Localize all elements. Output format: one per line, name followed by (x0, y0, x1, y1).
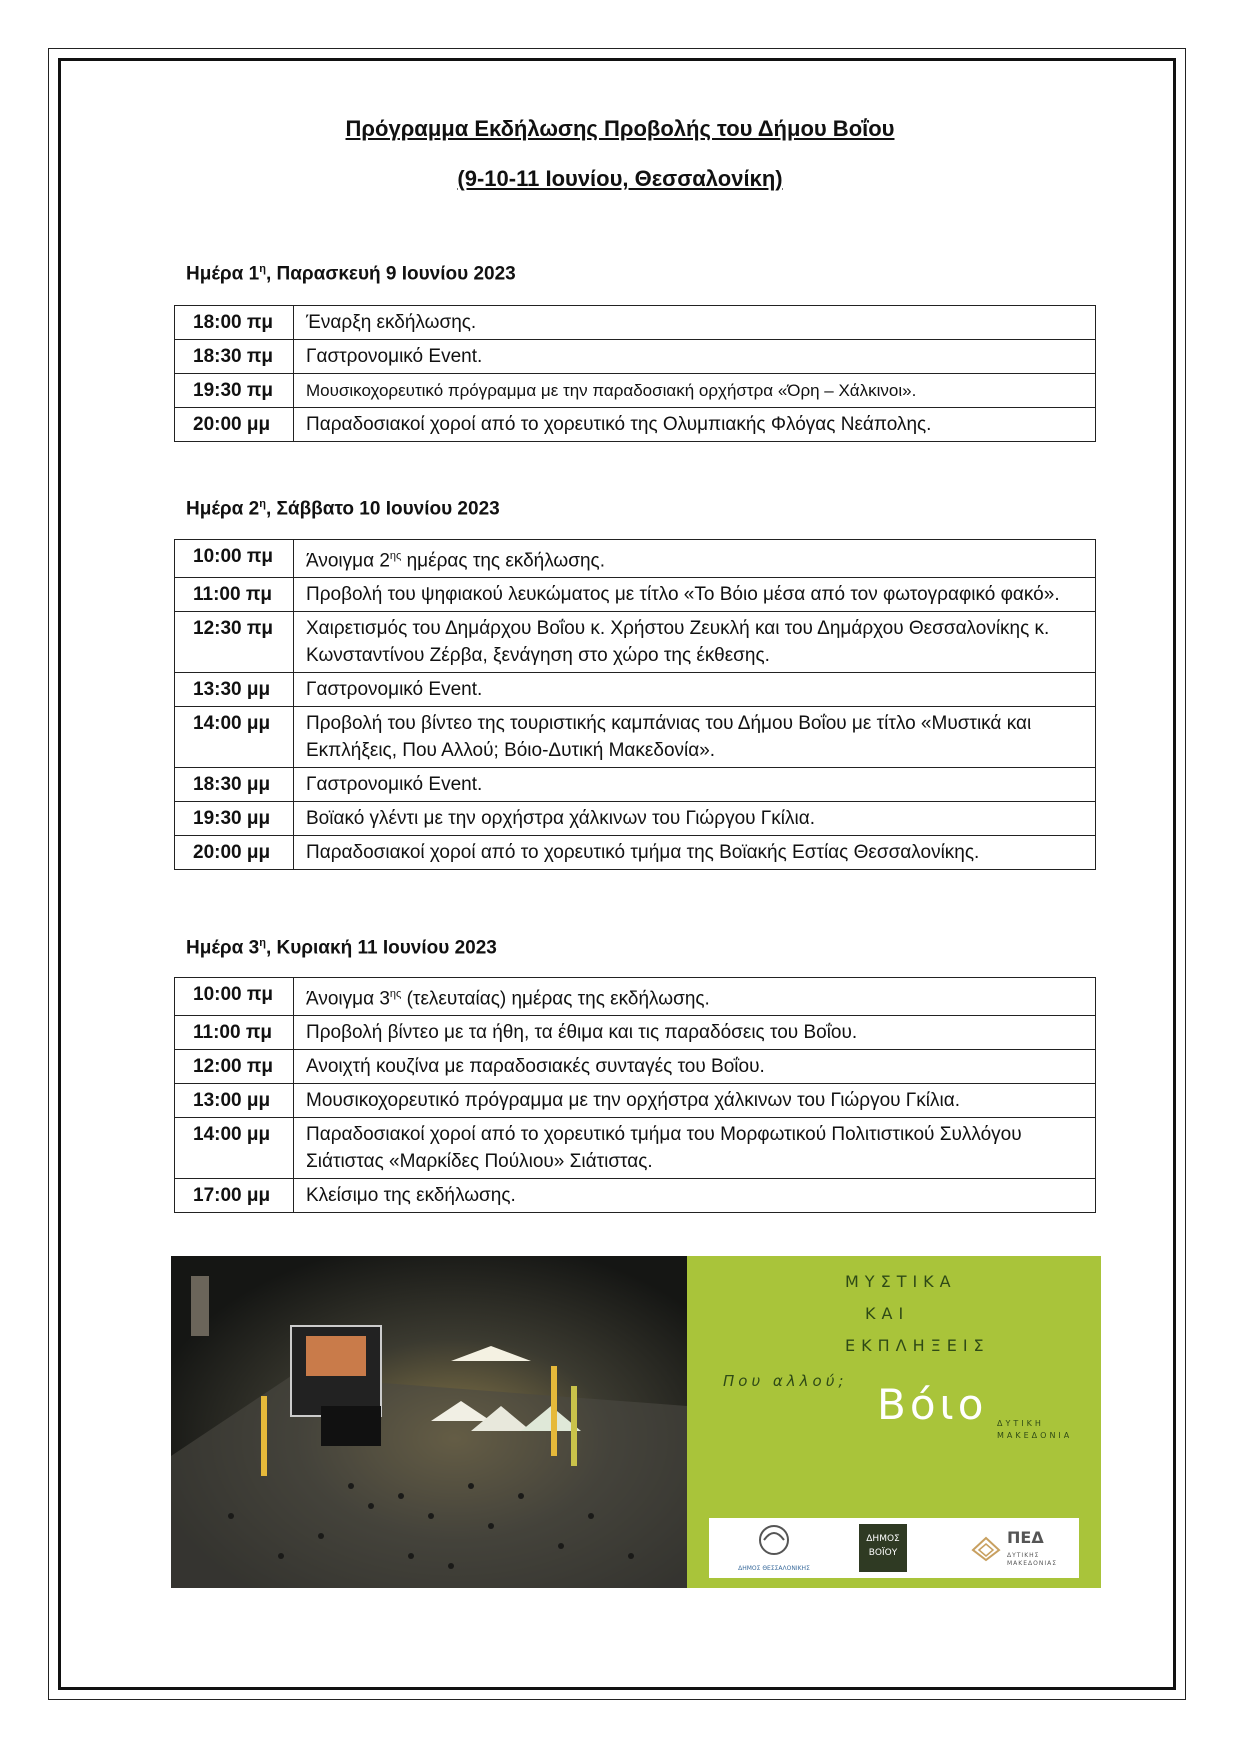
event-time: 19:30 πμ (175, 374, 294, 408)
event-description: Προβολή του ψηφιακού λευκώματος με τίτλο «Το Βόιο μέσα από τον φωτογραφικό φακό». (294, 578, 1096, 612)
document-title: Πρόγραμμα Εκδήλωσης Προβολής του Δήμου Βοΐου (345, 116, 895, 141)
helmet-head-icon (754, 1522, 794, 1558)
table-row (175, 978, 1096, 1016)
event-night-photo (171, 1256, 687, 1588)
event-time: 13:30 μμ (175, 673, 294, 707)
table-row (175, 306, 1096, 340)
event-time: 12:30 πμ (175, 612, 294, 673)
table-row (175, 1016, 1096, 1050)
table-row (175, 1050, 1096, 1084)
voio-municipality-logo: ΔΗΜΟΣ ΒΟΪΟΥ (859, 1524, 907, 1572)
table-row (175, 612, 1096, 673)
day-1-heading: Ημέρα $1^\eta$, Παρασκευή 9 Ιουνίου 2023 (186, 263, 516, 285)
event-time: 13:00 μμ (175, 1084, 294, 1118)
table-row (175, 374, 1096, 408)
event-description: Μουσικοχορευτικό πρόγραμμα με την ορχήστρα χάλκινων του Γιώργου Γκίλια. (294, 1084, 1096, 1118)
event-time: 18:30 πμ (175, 340, 294, 374)
event-description: Προβολή του βίντεο της τουριστικής καμπάνιας του Δήμου Βοΐου με τίτλο «Μυστικά και Εκπλήξεις, Που Αλλού; Βόιο-Δυτική Μακεδονία». (294, 707, 1096, 768)
event-description: Έναρξη εκδήλωσης. (294, 306, 1096, 340)
table-row (175, 340, 1096, 374)
event-description: Παραδοσιακοί χοροί από το χορευτικό της Ολυμπιακής Φλόγας Νεάπολης. (294, 408, 1096, 442)
event-time: 14:00 μμ (175, 1118, 294, 1179)
ped-logo: ΠΕΔ ΔΥΤΙΚΗΣ ΜΑΚΕΔΟΝΙΑΣ (967, 1524, 1077, 1572)
event-description: Άνοιγμα $2^{\eta\varsigma}$ ημέρας της εκδήλωσης. (294, 540, 1096, 578)
brand-panel (687, 1256, 1101, 1588)
table-row (175, 408, 1096, 442)
document-subtitle: (9-10-11 Ιουνίου, Θεσσαλονίκη) (457, 166, 783, 191)
event-description: Κλείσιμο της εκδήλωσης. (294, 1179, 1096, 1213)
event-description: Γαστρονομικό Event. (294, 768, 1096, 802)
event-description: Μουσικοχορευτικό πρόγραμμα με την παραδοσιακή ορχήστρα «Όρη – Χάλκινοι». (294, 374, 1096, 408)
event-time: 19:30 μμ (175, 802, 294, 836)
slogan: ΜΥΣΤΙΚΑ ΚΑΙ ΕΚΠΛΗΞΕΙΣ (845, 1272, 990, 1355)
event-description: Προβολή βίντεο με τα ήθη, τα έθιμα και τις παραδόσεις του Βοΐου. (294, 1016, 1096, 1050)
table-row (175, 802, 1096, 836)
event-time: 11:00 πμ (175, 578, 294, 612)
event-time: 18:30 μμ (175, 768, 294, 802)
table-row (175, 578, 1096, 612)
event-description: Ανοιχτή κουζίνα με παραδοσιακές συνταγές του Βοΐου. (294, 1050, 1096, 1084)
table-row (175, 1118, 1096, 1179)
event-time: 14:00 μμ (175, 707, 294, 768)
event-description: Παραδοσιακοί χοροί από το χορευτικό τμήμα του Μορφωτικού Πολιτιστικού Συλλόγου Σιάτιστας «Μαρκίδες Πούλιου» Σιάτιστας. (294, 1118, 1096, 1179)
brand-wordmark: Βόιο (877, 1380, 988, 1429)
event-time: 10:00 πμ (175, 978, 294, 1016)
event-description: Γαστρονομικό Event. (294, 340, 1096, 374)
table-row (175, 707, 1096, 768)
table-row (175, 1084, 1096, 1118)
table-row (175, 540, 1096, 578)
event-description: Άνοιγμα $3^{\eta\varsigma}$ (τελευταίας) ημέρας της εκδήλωσης. (294, 978, 1096, 1016)
table-row (175, 768, 1096, 802)
event-time: 20:00 μμ (175, 408, 294, 442)
sponsor-logos (709, 1518, 1079, 1578)
region-label: ΔΥΤΙΚΗ ΜΑΚΕΔΟΝΙΑ (997, 1419, 1073, 1440)
event-time: 18:00 πμ (175, 306, 294, 340)
day-1-schedule-table (174, 305, 1096, 442)
event-description: Γαστρονομικό Event. (294, 673, 1096, 707)
event-time: 10:00 πμ (175, 540, 294, 578)
event-time: 20:00 μμ (175, 836, 294, 870)
day-2-schedule-table (174, 539, 1096, 870)
ped-emblem-icon (969, 1530, 1003, 1564)
thessaloniki-logo: ΔΗΜΟΣ ΘΕΣΣΑΛΟΝΙΚΗΣ (719, 1522, 829, 1574)
day-3-schedule-table (174, 977, 1096, 1213)
table-row (175, 836, 1096, 870)
promo-banner (171, 1256, 1101, 1588)
day-2-heading: Ημέρα $2^\eta$, Σάββατο 10 Ιουνίου 2023 (186, 498, 500, 520)
tagline: Που αλλού; (723, 1372, 848, 1390)
event-time: 11:00 πμ (175, 1016, 294, 1050)
event-description: Βοϊακό γλέντι με την ορχήστρα χάλκινων του Γιώργου Γκίλια. (294, 802, 1096, 836)
event-description: Παραδοσιακοί χοροί από το χορευτικό τμήμα της Βοϊακής Εστίας Θεσσαλονίκης. (294, 836, 1096, 870)
table-row (175, 673, 1096, 707)
event-time: 17:00 μμ (175, 1179, 294, 1213)
event-description: Χαιρετισμός του Δημάρχου Βοΐου κ. Χρήστου Ζευκλή και του Δημάρχου Θεσσαλονίκης κ. Κωνσταντίνου Ζέρβα, ξενάγηση στο χώρο της έκθεσης. (294, 612, 1096, 673)
event-time: 12:00 πμ (175, 1050, 294, 1084)
table-row (175, 1179, 1096, 1213)
day-3-heading: Ημέρα $3^\eta$, Κυριακή 11 Ιουνίου 2023 (186, 937, 497, 959)
